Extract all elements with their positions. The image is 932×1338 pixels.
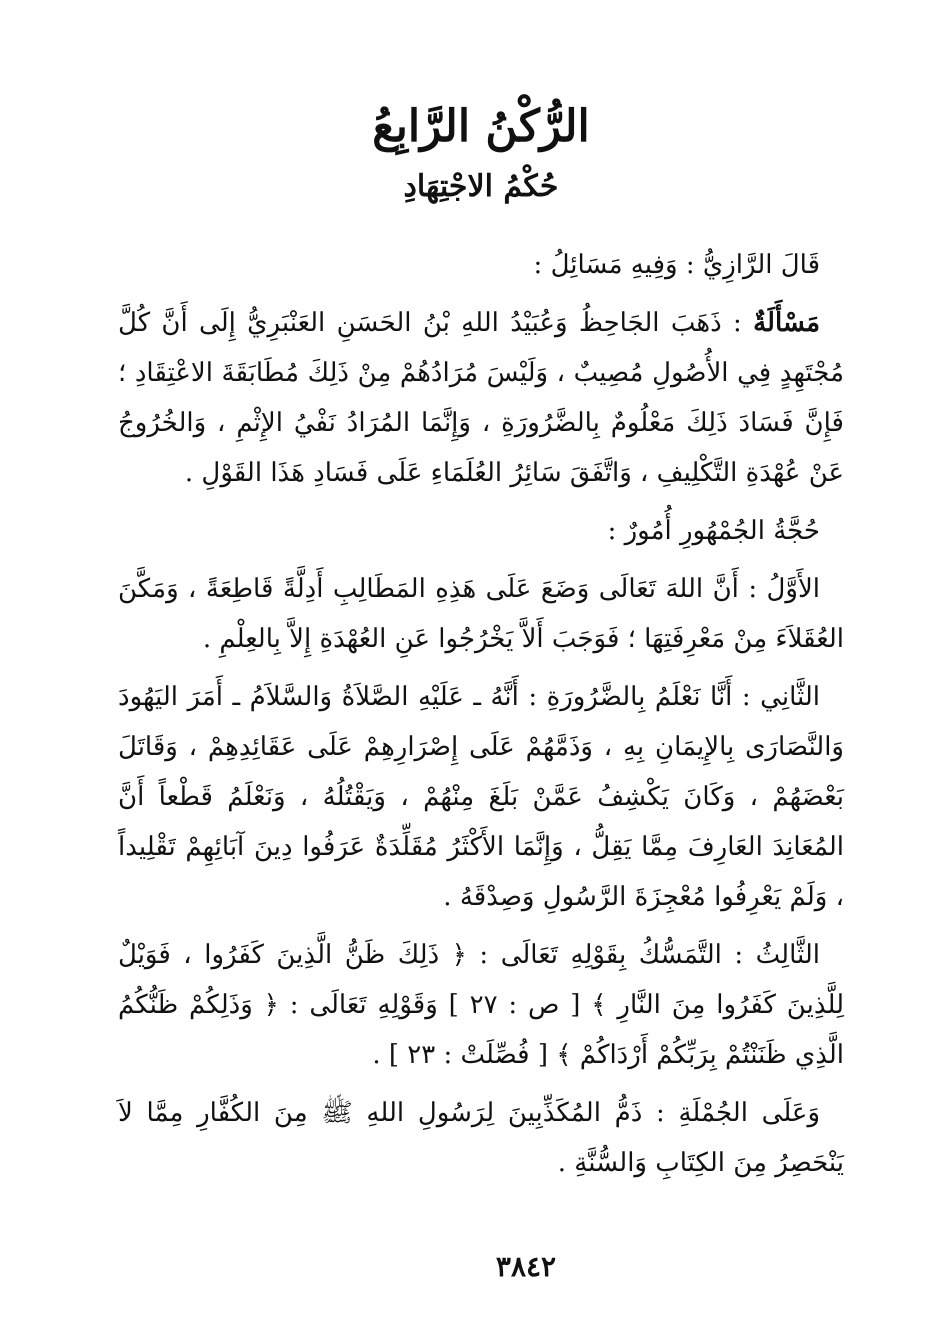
paragraph-text: وَعَلَى الجُمْلَةِ : ذَمُّ المُكَذِّبِينَ لِرَسُولِ اللهِ ﷺ مِنَ الكُفَّارِ مِمَّا لاَ يَنْحَصِرُ مِنَ الكِتَابِ وَالسُّنَّةِ . — [118, 1098, 844, 1178]
body-text — [118, 240, 844, 1188]
page-number: ٣٨٤٢ — [495, 1250, 557, 1283]
paragraph-lead: مَسْأَلَةٌ — [753, 308, 820, 338]
paragraph-text: الثَّانِي : أَنَّا نَعْلَمُ بِالضَّرُورَةِ : أَنَّهُ ـ عَلَيْهِ الصَّلاَةُ وَالسَّلاَمُ ـ أَمَرَ اليَهُودَ وَالنَّصَارَى بِالإِيمَانِ بِهِ ، وَذَمَّهُمْ عَلَى إِصْرَارِهِمْ عَلَى عَقَائِدِهِمْ ، وَقَاتَلَ بَعْضَهُمْ ، وَكَانَ يَكْشِفُ عَمَّنْ بَلَغَ مِنْهُمْ ، وَيَقْتُلُهُ ، وَنَعْلَمُ قَطْعاً أَنَّ المُعَانِدَ العَارِفَ مِمَّا يَقِلُّ ، وَإِنَّمَا الأَكْثَرُ مُقَلِّدَةٌ عَرَفُوا دِينَ آبَائِهِمْ تَقْلِيداً ، وَلَمْ يَعْرِفُوا مُعْجِزَةَ الرَّسُولِ وَصِدْقَهُ . — [118, 682, 844, 912]
paragraph-text: الأَوَّلُ : أَنَّ اللهَ تَعَالَى وَضَعَ عَلَى هَذِهِ المَطَالِبِ أَدِلَّةً قَاطِعَةً ، وَمَكَّنَ العُقَلاَءَ مِنْ مَعْرِفَتِهَا ؛ فَوَجَبَ أَلاَّ يَخْرُجُوا عَنِ العُهْدَةِ إِلاَّ بِالعِلْمِ . — [118, 574, 844, 654]
chapter-title: الرُّكْنُ الرَّابِعُ — [372, 101, 590, 152]
paragraph-jumhur — [118, 506, 844, 556]
paragraph-first — [118, 564, 844, 664]
paragraph-second — [118, 672, 844, 922]
chapter-subtitle: حُكْمُ الاجْتِهَادِ — [403, 169, 559, 204]
paragraph-third — [118, 930, 844, 1080]
paragraph-text: حُجَّةُ الجُمْهُورِ أُمُورٌ : — [607, 516, 820, 546]
paragraph-masala — [118, 298, 844, 498]
paragraph-intro — [118, 240, 844, 290]
chapter-heading — [0, 92, 932, 212]
paragraph-summary — [118, 1088, 844, 1188]
paragraph-text: قَالَ الرَّازِيُّ : وَفِيهِ مَسَائِلُ : — [533, 250, 820, 280]
paragraph-text: : ذَهَبَ الجَاحِظُ وَعُبَيْدُ اللهِ بْنُ الحَسَنِ العَنْبَرِيُّ إِلَى أَنَّ كُلَّ مُجْتَهِدٍ فِي الأُصُولِ مُصِيبٌ ، وَلَيْسَ مُرَادُهُمْ مِنْ ذَلِكَ مُطَابَقَةَ الاعْتِقَادِ ؛ فَإِنَّ فَسَادَ ذَلِكَ مَعْلُومٌ بِالضَّرُورَةِ ، وَإِنَّمَا المُرَادُ نَفْيُ الإِثْمِ ، وَالخُرُوجُ عَنْ عُهْدَةِ التَّكْلِيفِ ، وَاتَّفَقَ سَائِرُ العُلَمَاءِ عَلَى فَسَادِ هَذَا القَوْلِ . — [118, 308, 844, 488]
paragraph-text: الثَّالِثُ : التَّمَسُّكُ بِقَوْلِهِ تَعَالَى : ﴿ ذَلِكَ ظَنُّ الَّذِينَ كَفَرُوا ، فَوَيْلٌ لِلَّذِينَ كَفَرُوا مِنَ النَّارِ ﴾ [ ص : ٢٧ ] وَقَوْلِهِ تَعَالَى : ﴿ وَذَلِكُمْ ظَنُّكُمُ الَّذِي ظَنَنْتُمْ بِرَبِّكُمْ أَرْدَاكُمْ ﴾ [ فُصِّلَتْ : ٢٣ ] . — [118, 940, 844, 1070]
